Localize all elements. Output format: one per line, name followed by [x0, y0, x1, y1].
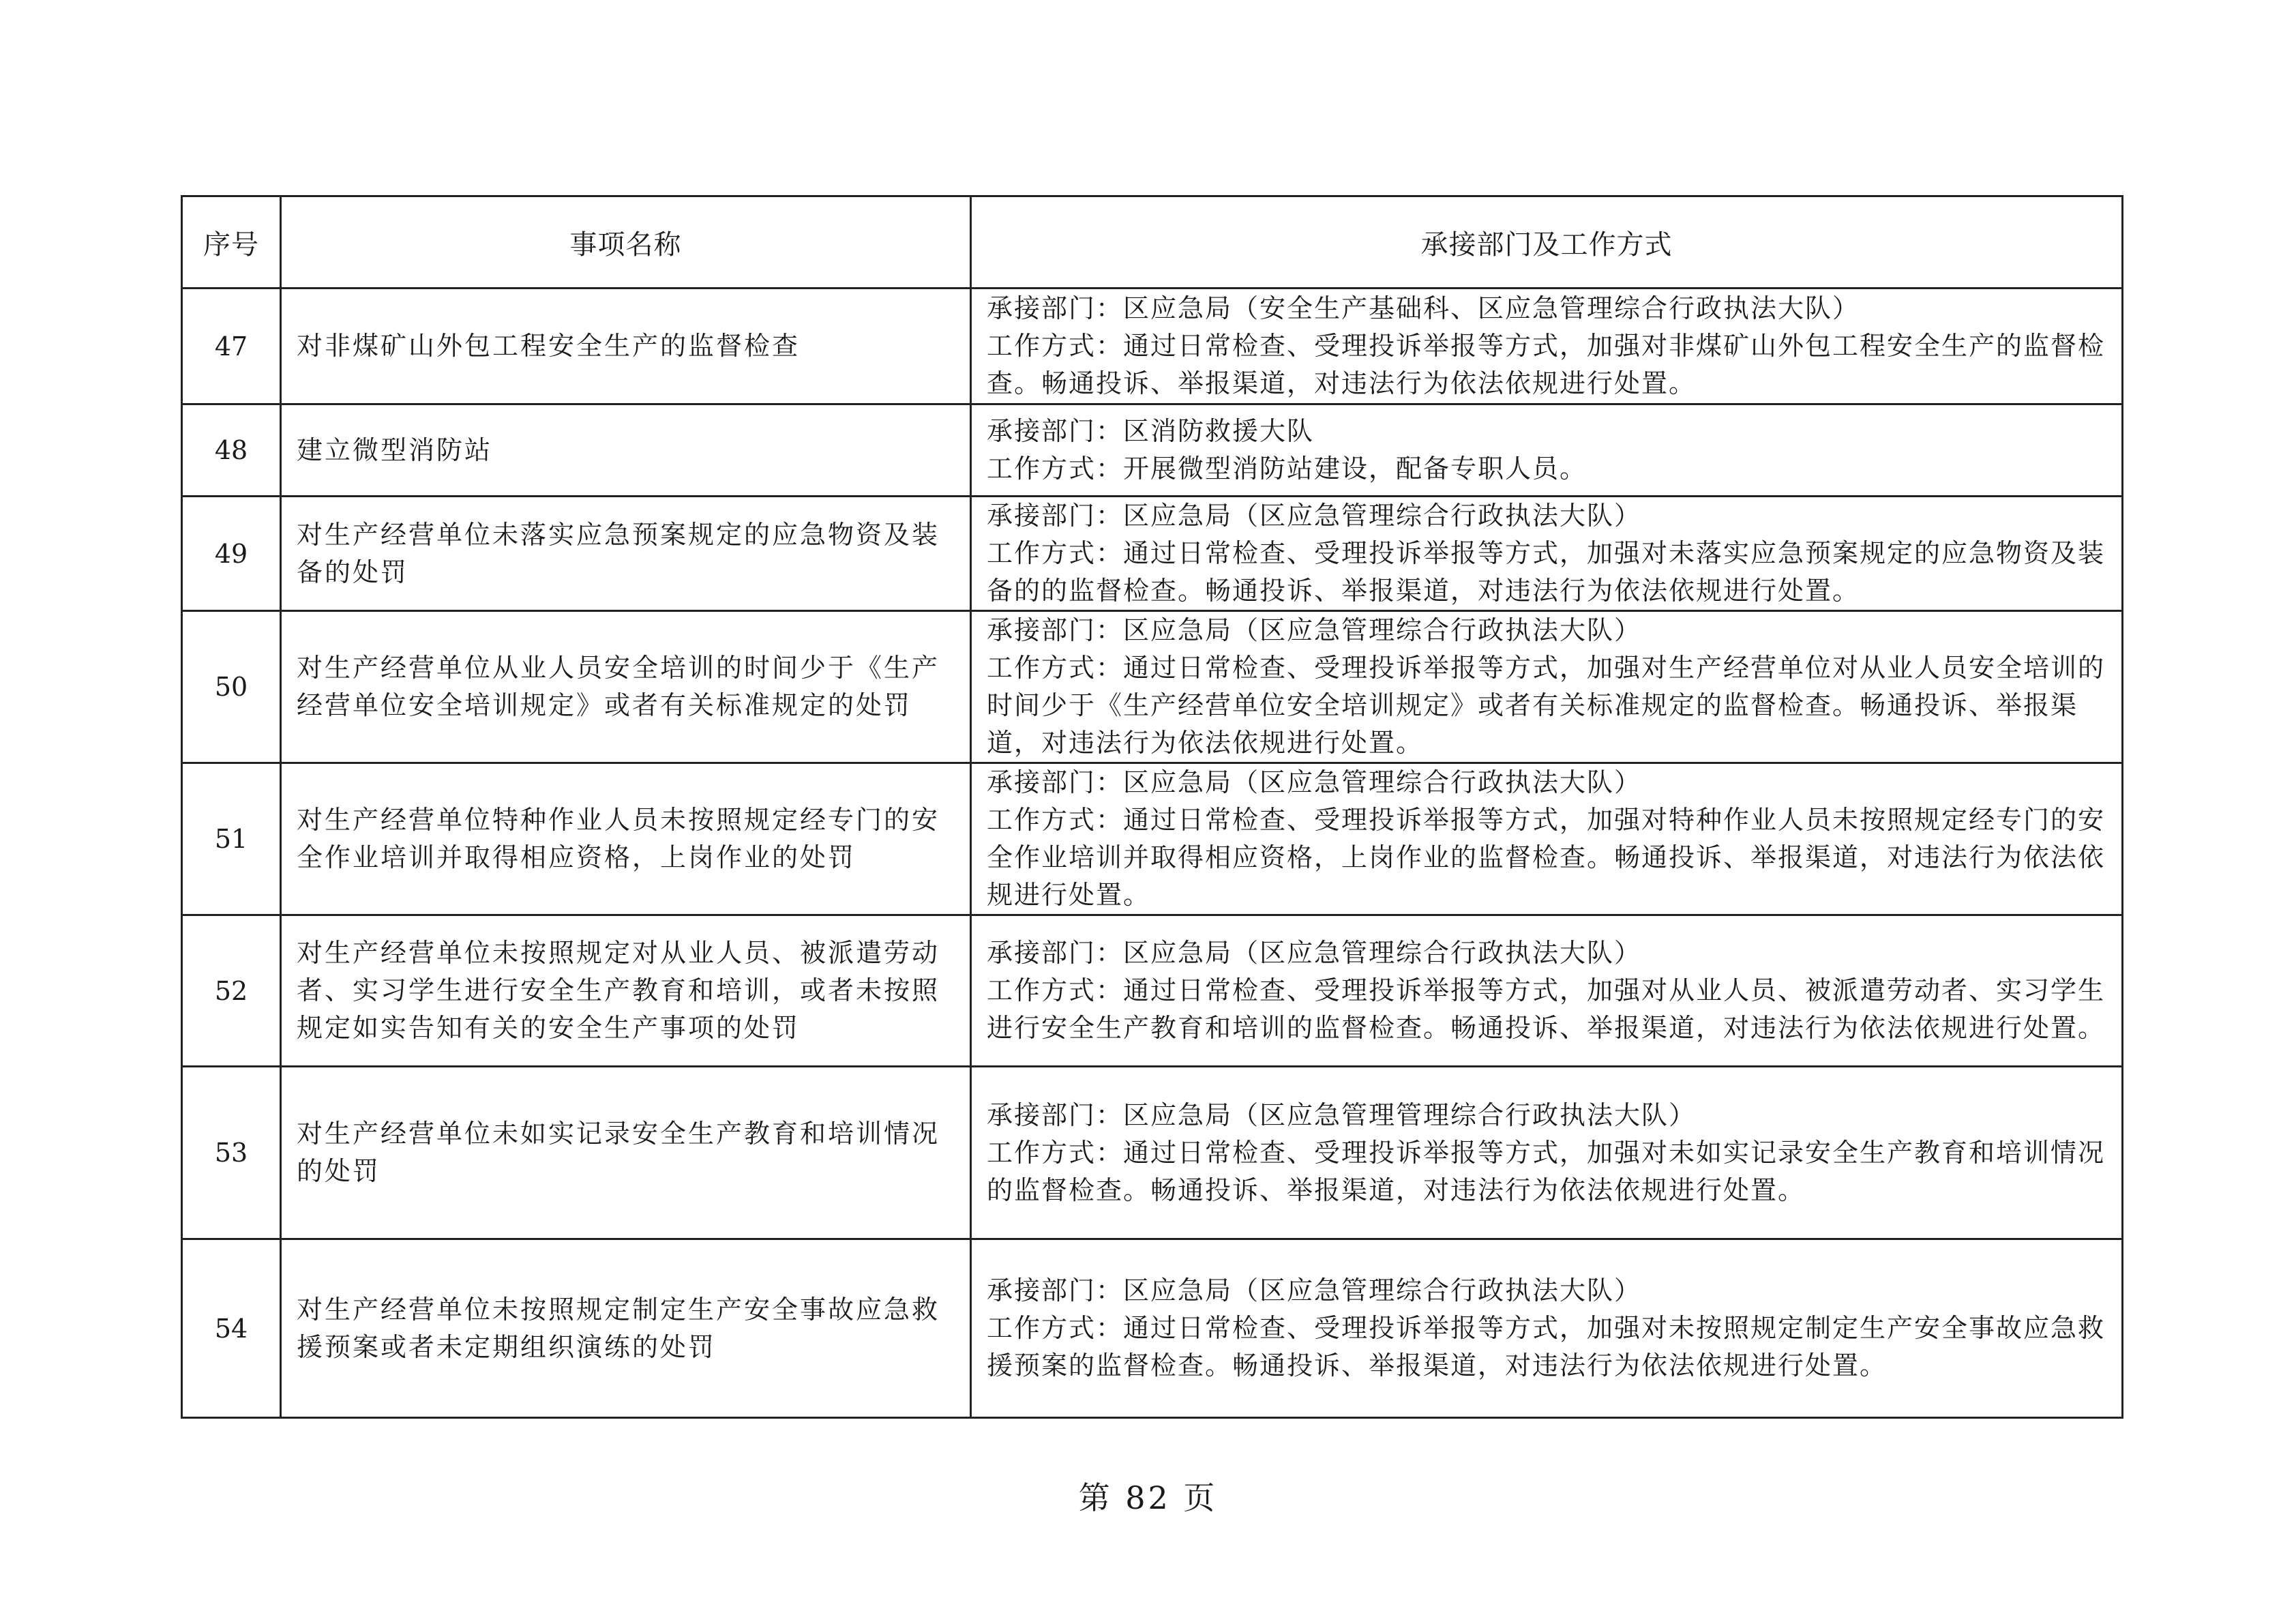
table-row [182, 289, 2123, 404]
department-text: 承接部门：区消防救援大队 [987, 416, 1315, 446]
serial-no-cell: 53 [182, 1067, 281, 1239]
department-text: 承接部门：区应急局（区应急管理综合行政执法大队） [987, 938, 1642, 968]
department-method-cell [971, 289, 2123, 404]
department-text: 承接部门：区应急局（区应急管理综合行政执法大队） [987, 767, 1642, 797]
serial-no-cell: 51 [182, 763, 281, 915]
serial-no-cell: 47 [182, 289, 281, 404]
work-method-text: 工作方式：通过日常检查、受理投诉举报等方式，加强对非煤矿山外包工程安全生产的监督检查。畅通投诉、举报渠道，对违法行为依法依规进行处置。 [987, 331, 2106, 398]
department-text: 承接部门：区应急局（区应急管理管理综合行政执法大队） [987, 1099, 1697, 1130]
item-name-cell: 对生产经营单位未落实应急预案规定的应急物资及装备的处罚 [281, 497, 971, 611]
table-row [182, 611, 2123, 763]
item-name-cell: 对生产经营单位未如实记录安全生产教育和培训情况的处罚 [281, 1067, 971, 1239]
work-method-text: 工作方式：通过日常检查、受理投诉举报等方式，加强对未落实应急预案规定的应急物资及装备的的监督检查。畅通投诉、举报渠道，对违法行为依法依规进行处置。 [987, 538, 2106, 606]
work-method-text: 工作方式：通过日常检查、受理投诉举报等方式，加强对特种作业人员未按照规定经专门的安全作业培训并取得相应资格，上岗作业的监督检查。畅通投诉、举报渠道，对违法行为依法依规进行处置。 [987, 805, 2106, 910]
serial-no-cell: 48 [182, 404, 281, 497]
department-method-cell [971, 1067, 2123, 1239]
matters-table [181, 195, 2123, 1419]
department-method-cell [971, 915, 2123, 1067]
department-method-cell [971, 611, 2123, 763]
header-row [182, 196, 2123, 289]
department-text: 承接部门：区应急局（区应急管理综合行政执法大队） [987, 615, 1642, 645]
work-method-text: 工作方式：通过日常检查、受理投诉举报等方式，加强对未按照规定制定生产安全事故应急救援预案的监督检查。畅通投诉、举报渠道，对违法行为依法依规进行处置。 [987, 1313, 2106, 1381]
department-text: 承接部门：区应急局（安全生产基础科、区应急管理综合行政执法大队） [987, 293, 1860, 323]
department-method-cell [971, 404, 2123, 497]
department-text: 承接部门：区应急局（区应急管理综合行政执法大队） [987, 501, 1642, 531]
table-row [182, 763, 2123, 915]
item-name-cell: 对生产经营单位未按照规定对从业人员、被派遣劳动者、实习学生进行安全生产教育和培训，或者未按照规定如实告知有关的安全生产事项的处罚 [281, 915, 971, 1067]
table-row [182, 404, 2123, 497]
page-number: 第 82 页 [1078, 1479, 1218, 1516]
department-method-cell [971, 763, 2123, 915]
work-method-text: 工作方式：通过日常检查、受理投诉举报等方式，加强对生产经营单位对从业人员安全培训的时间少于《生产经营单位安全培训规定》或者有关标准规定的监督检查。畅通投诉、举报渠道，对违法行为依法依规进行处置。 [987, 653, 2106, 758]
table-row [182, 915, 2123, 1067]
serial-no-cell: 50 [182, 611, 281, 763]
item-name-cell: 对生产经营单位未按照规定制定生产安全事故应急救援预案或者未定期组织演练的处罚 [281, 1239, 971, 1418]
item-name-cell: 建立微型消防站 [281, 404, 971, 497]
department-text: 承接部门：区应急局（区应急管理综合行政执法大队） [987, 1275, 1642, 1305]
work-method-text: 工作方式：开展微型消防站建设，配备专职人员。 [987, 454, 1587, 484]
header-department-method: 承接部门及工作方式 [971, 196, 2123, 289]
header-serial-no: 序号 [182, 196, 281, 289]
serial-no-cell: 49 [182, 497, 281, 611]
header-item-name: 事项名称 [281, 196, 971, 289]
serial-no-cell: 52 [182, 915, 281, 1067]
table-row [182, 497, 2123, 611]
table-row [182, 1239, 2123, 1418]
item-name-cell: 对非煤矿山外包工程安全生产的监督检查 [281, 289, 971, 404]
table-body [182, 289, 2123, 1418]
department-method-cell [971, 497, 2123, 611]
table-header [182, 196, 2123, 289]
work-method-text: 工作方式：通过日常检查、受理投诉举报等方式，加强对从业人员、被派遣劳动者、实习学生进行安全生产教育和培训的监督检查。畅通投诉、举报渠道，对违法行为依法依规进行处置。 [987, 975, 2106, 1043]
table-row [182, 1067, 2123, 1239]
item-name-cell: 对生产经营单位从业人员安全培训的时间少于《生产经营单位安全培训规定》或者有关标准规定的处罚 [281, 611, 971, 763]
department-method-cell [971, 1239, 2123, 1418]
serial-no-cell: 54 [182, 1239, 281, 1418]
work-method-text: 工作方式：通过日常检查、受理投诉举报等方式，加强对未如实记录安全生产教育和培训情况的监督检查。畅通投诉、举报渠道，对违法行为依法依规进行处置。 [987, 1137, 2106, 1205]
item-name-cell: 对生产经营单位特种作业人员未按照规定经专门的安全作业培训并取得相应资格，上岗作业的处罚 [281, 763, 971, 915]
